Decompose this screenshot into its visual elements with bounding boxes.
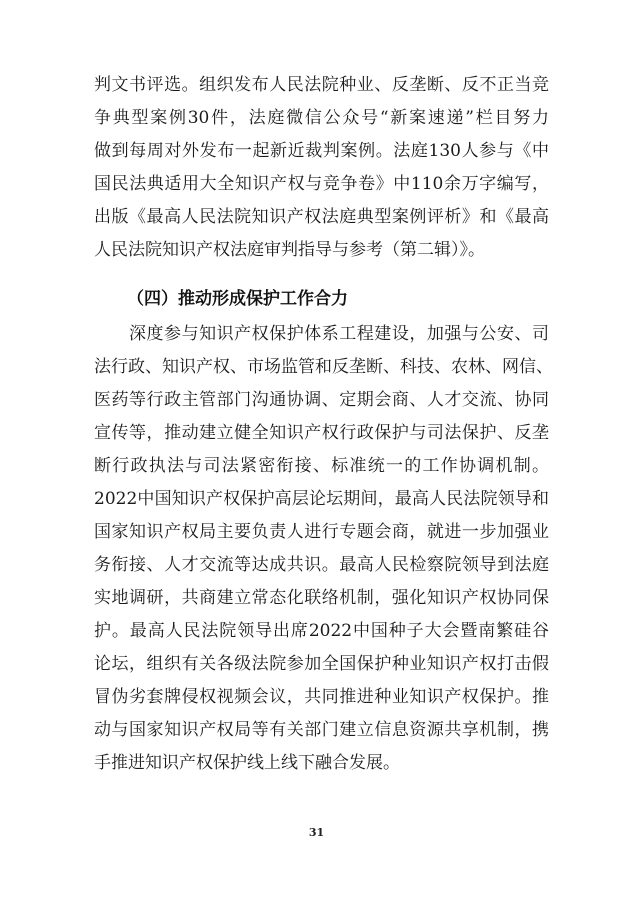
paragraph-line: 国民法典适用大全知识产权与竞争卷》中110余万字编写， xyxy=(94,174,549,194)
paragraph-line: 法行政、知识产权、市场监管和反垄断、科技、农林、网信、 xyxy=(94,357,553,377)
paragraph-line: 做到每周对外发布一起新近裁判案例。法庭130人参与《中 xyxy=(94,141,549,161)
paragraph-2 xyxy=(94,318,553,780)
paragraph-line: 医药等行政主管部门沟通协调、定期会商、人才交流、协同 xyxy=(94,390,549,410)
paragraph-line: 宣传等，推动建立健全知识产权行政保护与司法保护、反垄 xyxy=(94,423,549,443)
paragraph-line: 国家知识产权局主要负责人进行专题会商，就进一步加强业 xyxy=(94,522,549,542)
paragraph-line: 2022中国知识产权保护高层论坛期间，最高人民法院领导和 xyxy=(94,489,549,509)
paragraph-line: 深度参与知识产权保护体系工程建设，加强与公安、司 xyxy=(129,324,549,344)
paragraph-line: 人民法院知识产权法庭审判指导与参考（第二辑）》。 xyxy=(94,240,485,260)
paragraph-1 xyxy=(94,69,549,267)
paragraph-line: 手推进知识产权保护线上线下融合发展。 xyxy=(94,753,400,773)
section-heading: （四）推动形成保护工作合力 xyxy=(127,289,348,309)
paragraph-line: 论坛，组织有关各级法院参加全国保护种业知识产权打击假 xyxy=(94,654,549,674)
paragraph-line: 出版《最高人民法院知识产权法庭典型案例评析》和《最高 xyxy=(94,207,549,227)
paragraph-line: 动与国家知识产权局等有关部门建立信息资源共享机制，携 xyxy=(94,720,549,740)
page-number: 31 xyxy=(308,826,325,839)
paragraph-line: 争典型案例30件，法庭微信公众号“新案速递”栏目努力 xyxy=(94,108,549,128)
paragraph-line: 务衔接、人才交流等达成共识。最高人民检察院领导到法庭 xyxy=(94,555,549,575)
paragraph-line: 判文书评选。组织发布人民法院种业、反垄断、反不正当竞 xyxy=(94,75,549,95)
paragraph-line: 冒伪劣套牌侵权视频会议，共同推进种业知识产权保护。推 xyxy=(94,687,549,707)
paragraph-line: 实地调研，共商建立常态化联络机制，强化知识产权协同保 xyxy=(94,588,549,608)
paragraph-line: 护。最高人民法院领导出席2022中国种子大会暨南繁硅谷 xyxy=(94,621,549,641)
paragraph-line: 断行政执法与司法紧密衔接、标准统一的工作协调机制。 xyxy=(94,456,549,476)
